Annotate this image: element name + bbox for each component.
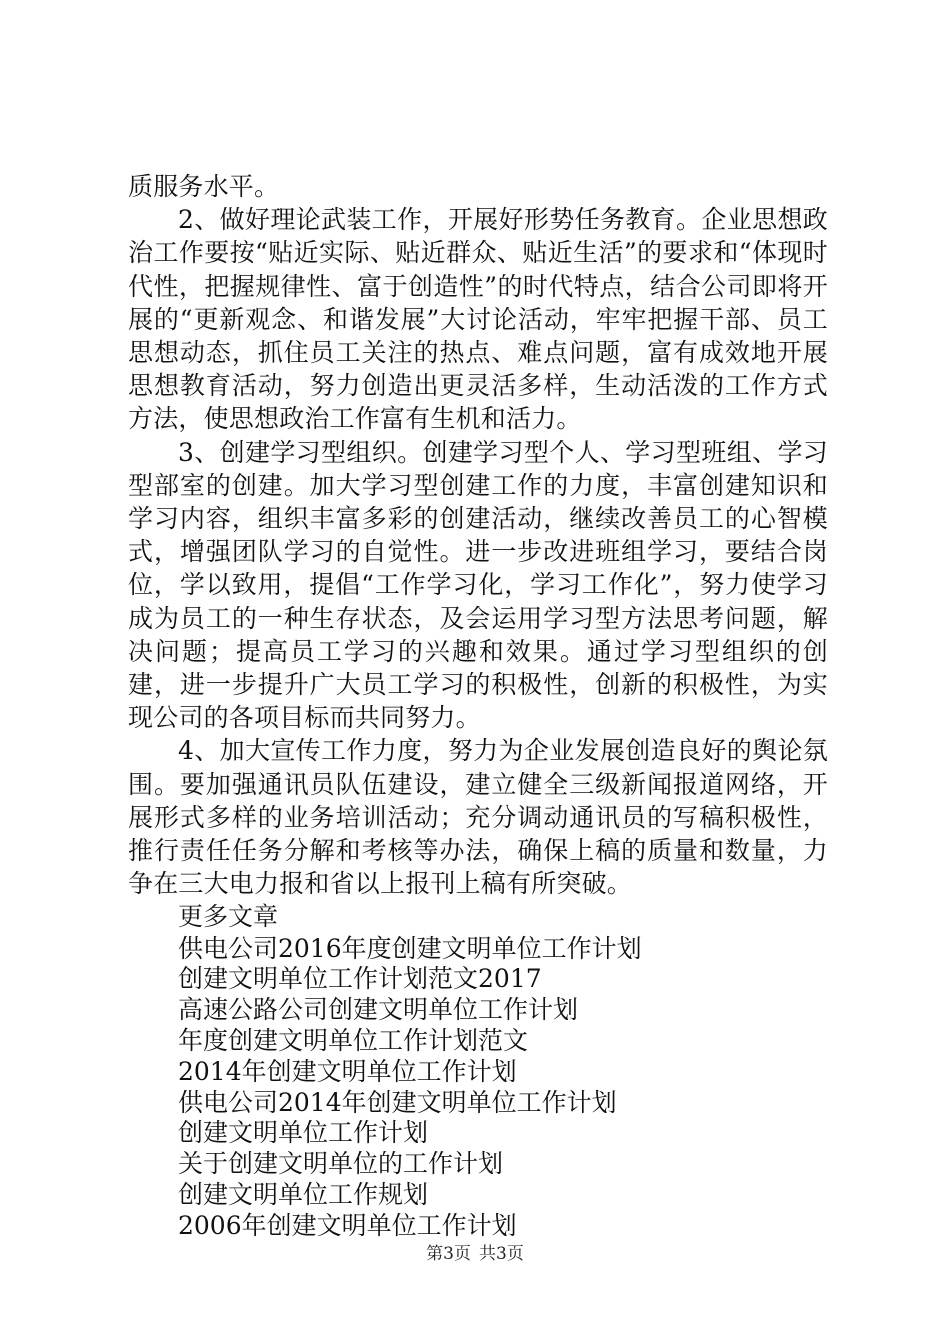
page-footer <box>0 1243 950 1265</box>
paragraph-item-2: 2、做好理论武装工作，开展好形势任务教育。企业思想政治工作要按“贴近实际、贴近群众、贴近生活”的要求和“体现时代性，把握规律性、富于创造性”的时代特点，结合公司即将开展的“更新观念、和谐发展”大讨论活动，牢牢把握干部、员工思想动态，抓住员工关注的热点、难点问题，富有成效地开展思想教育活动，努力创造出更灵活多样，生动活泼的工作方式方法，使思想政治工作富有生机和活力。 <box>128 205 828 434</box>
list-item <box>178 1211 828 1242</box>
list-item <box>178 964 828 995</box>
list-item <box>178 1149 828 1180</box>
more-articles-section <box>128 900 828 1241</box>
more-articles-heading: 更多文章 <box>178 902 279 932</box>
list-item <box>178 934 828 965</box>
document-body <box>128 170 828 1242</box>
paragraph-item-4: 4、加大宣传工作力度，努力为企业发展创造良好的舆论氛围。要加强通讯员队伍建设，建立健全三级新闻报道网络，开展形式多样的业务培训活动；充分调动通讯员的写稿积极性，推行责任任务分解和考核等办法，确保上稿的质量和数量，力争在三大电力报和省以上报刊上稿有所突破。 <box>128 736 828 899</box>
list-item <box>178 1026 828 1057</box>
article-link[interactable]: 供电公司2016年度创建文明单位工作计划 <box>178 933 642 963</box>
list-item <box>178 1180 828 1211</box>
list-item <box>178 1088 828 1119</box>
article-link[interactable]: 年度创建文明单位工作计划范文 <box>178 1026 529 1056</box>
article-link[interactable]: 关于创建文明单位的工作计划 <box>178 1149 504 1179</box>
page-total: 共3页 <box>479 1244 524 1264</box>
paragraph-continuation: 质服务水平。 <box>128 172 280 201</box>
article-link[interactable]: 创建文明单位工作计划 <box>178 1118 429 1148</box>
list-item <box>178 1118 828 1149</box>
article-link[interactable]: 创建文明单位工作计划范文2017 <box>178 964 542 994</box>
page-number: 第3页 <box>426 1244 471 1264</box>
article-link[interactable]: 供电公司2014年创建文明单位工作计划 <box>178 1087 617 1117</box>
article-link[interactable]: 2006年创建文明单位工作计划 <box>178 1210 517 1240</box>
more-articles-list <box>178 934 828 1242</box>
list-item <box>178 1057 828 1088</box>
article-link[interactable]: 高速公路公司创建文明单位工作计划 <box>178 995 579 1025</box>
list-item <box>178 995 828 1026</box>
article-link[interactable]: 创建文明单位工作规划 <box>178 1180 429 1210</box>
paragraph-item-3: 3、创建学习型组织。创建学习型个人、学习型班组、学习型部室的创建。加大学习型创建工作的力度，丰富创建知识和学习内容，组织丰富多彩的创建活动，继续改善员工的心智模式，增强团队学习的自觉性。进一步改进班组学习，要结合岗位，学以致用，提倡“工作学习化，学习工作化”，努力使学习成为员工的一种生存状态，及会运用学习型方法思考问题，解决问题；提高员工学习的兴趣和效果。通过学习型组织的创建，进一步提升广大员工学习的积极性，创新的积极性，为实现公司的各项目标而共同努力。 <box>128 437 828 733</box>
article-link[interactable]: 2014年创建文明单位工作计划 <box>178 1056 517 1086</box>
